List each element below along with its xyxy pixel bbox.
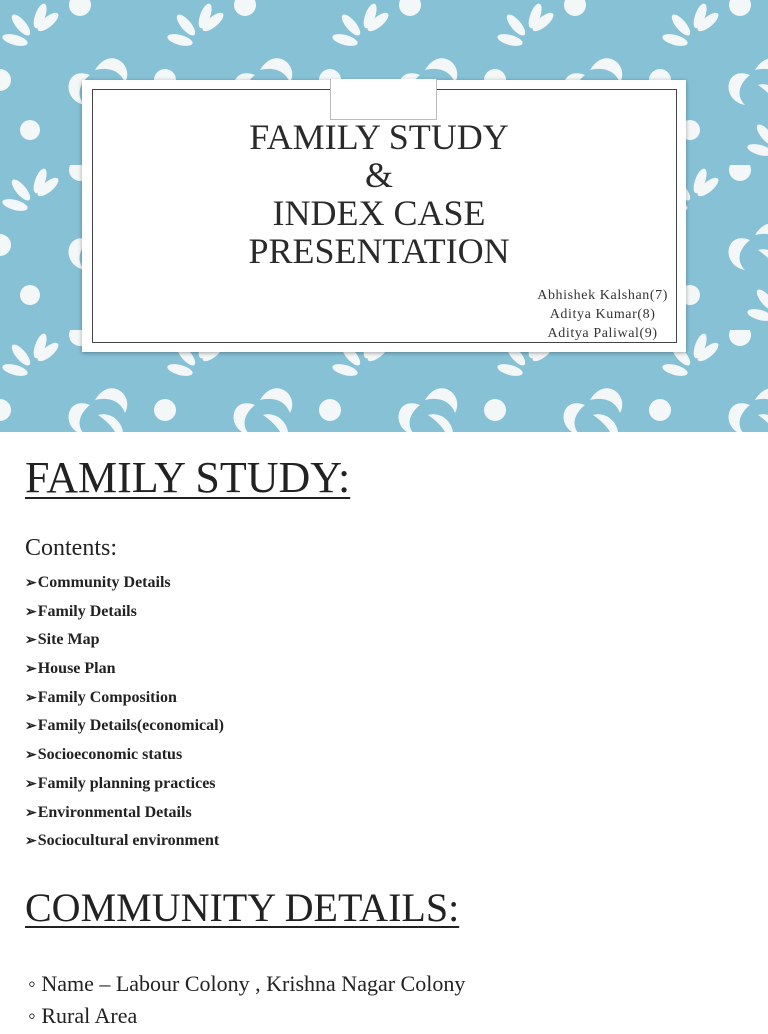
contents-item-label: Site Map <box>37 631 100 649</box>
arrow-bullet-icon: ➢ <box>25 834 37 850</box>
contents-item <box>25 657 224 686</box>
community-item-label: Rural Area <box>41 1003 138 1028</box>
author: Abhishek Kalshan(7) <box>537 288 668 303</box>
contents-item-label: Family Details(economical) <box>37 717 224 735</box>
arrow-bullet-icon: ➢ <box>25 662 37 678</box>
arrow-bullet-icon: ➢ <box>25 776 37 792</box>
community-item <box>28 970 465 1002</box>
contents-item <box>25 628 224 657</box>
community-item <box>28 1002 465 1034</box>
contents-item-label: Sociocultural environment <box>37 832 220 850</box>
author-list <box>537 286 668 343</box>
contents-item-label: House Plan <box>37 660 116 678</box>
contents-item <box>25 772 224 801</box>
contents-item-label: Environmental Details <box>37 803 192 821</box>
title-line: PRESENTATION <box>248 231 510 271</box>
content-slide <box>0 432 768 1028</box>
contents-item-label: Community Details <box>37 574 171 591</box>
contents-item <box>25 714 224 743</box>
frame-tab <box>330 79 437 120</box>
contents-item-label: Family Composition <box>37 688 177 706</box>
circle-bullet-icon: ◦ <box>28 971 36 996</box>
contents-item <box>25 600 224 629</box>
contents-item-label: Socioeconomic status <box>37 746 183 764</box>
contents-list <box>25 571 224 858</box>
contents-label: Contents: <box>25 535 118 561</box>
arrow-bullet-icon: ➢ <box>25 690 37 706</box>
arrow-bullet-icon: ➢ <box>25 748 37 764</box>
arrow-bullet-icon: ➢ <box>25 604 37 620</box>
arrow-bullet-icon: ➢ <box>25 576 37 591</box>
circle-bullet-icon: ◦ <box>28 1003 36 1028</box>
title-line: INDEX CASE <box>272 193 486 233</box>
arrow-bullet-icon: ➢ <box>25 805 37 821</box>
author: Aditya Kumar(8) <box>549 307 656 322</box>
title-line: FAMILY STUDY <box>249 117 509 157</box>
community-list <box>28 970 465 1034</box>
family-study-heading: FAMILY STUDY: <box>25 453 351 502</box>
contents-item-label: Family planning practices <box>37 774 216 792</box>
presentation-title <box>82 118 686 270</box>
contents-item <box>25 801 224 830</box>
community-details-heading: COMMUNITY DETAILS: <box>25 885 460 930</box>
community-item-label: Name – Labour Colony , Krishna Nagar Colony <box>41 971 466 996</box>
title-slide <box>0 0 768 432</box>
author: Aditya Paliwal(9) <box>547 326 658 341</box>
title-line: & <box>364 155 393 195</box>
contents-item <box>25 743 224 772</box>
contents-item <box>25 829 224 858</box>
title-card <box>82 80 686 352</box>
contents-item <box>25 571 224 600</box>
arrow-bullet-icon: ➢ <box>25 719 37 735</box>
arrow-bullet-icon: ➢ <box>25 633 37 649</box>
contents-item-label: Family Details <box>37 602 137 620</box>
contents-item <box>25 686 224 715</box>
